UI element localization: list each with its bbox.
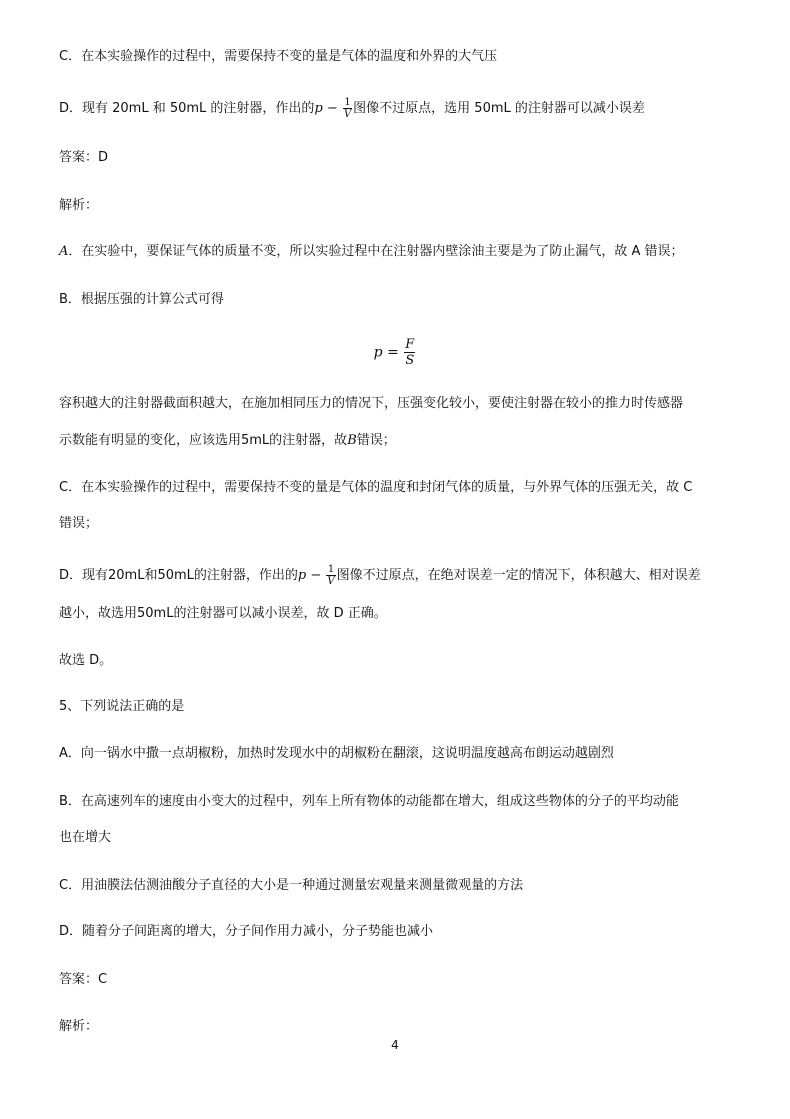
q4-analysis-d-suffix: 图像不过原点，在绝对误差一定的情况下，体积越大、相对误差 [336, 568, 701, 583]
q4-analysis-d-prefix: D．现有20mL和50mL的注射器，作出的 [59, 568, 298, 583]
q4-option-d-fraction-denominator: V [343, 109, 352, 120]
q4-option-d-fraction-numerator: 1 [344, 97, 351, 108]
q4-analysis-b-line2-suffix: 错误； [356, 433, 396, 448]
q4-answer: 答案：D [59, 150, 109, 165]
q5-answer: 答案：C [59, 972, 108, 987]
q5-option-b-line1: B．在高速列车的速度由小变大的过程中，列车上所有物体的动能都在增大，组成这些物体的分子的平均动能 [59, 794, 679, 809]
q4-option-d-math-minus: − [322, 101, 342, 116]
formula-equals: = [382, 344, 404, 361]
q4-analysis-a [59, 242, 684, 262]
q4-analysis-d-line1 [59, 564, 701, 587]
q5-question: 5、下列说法正确的是 [59, 699, 185, 714]
q5-option-a: A．向一锅水中撒一点胡椒粉，加热时发现水中的胡椒粉在翻滚，这说明温度越高布朗运动越剧烈 [59, 746, 614, 761]
formula-fraction [404, 337, 415, 368]
q4-analysis-d-fraction-numerator: 1 [327, 564, 335, 575]
pressure-formula [0, 337, 790, 368]
q4-analysis-b-line1: 容积越大的注射器截面积越大，在施加相同压力的情况下，压强变化较小，要使注射器在较小的推力时传感器 [59, 396, 684, 411]
q4-analysis-d-math-p: p [297, 568, 307, 583]
q5-option-b-line2: 也在增大 [59, 830, 112, 845]
q4-analysis-d-math-minus: − [306, 568, 326, 583]
formula-numerator: F [405, 337, 415, 352]
q4-option-d [59, 97, 645, 120]
q4-analysis-label: 解析： [59, 198, 99, 213]
page-number: 4 [391, 1038, 399, 1052]
q4-analysis-a-letter: A [59, 244, 69, 259]
q4-analysis-b-intro: B．根据压强的计算公式可得 [59, 292, 224, 307]
q4-analysis-d-fraction-denominator: V [327, 576, 335, 587]
q4-analysis-d-line2: 越小，故选用50mL的注射器可以减小误差，故 D 正确。 [59, 606, 387, 621]
q5-option-d: D．随着分子间距离的增大，分子间作用力减小，分子势能也减小 [59, 924, 434, 939]
q4-analysis-b-line2-prefix: 示数能有明显的变化，应该选用5mL的注射器，故 [59, 433, 348, 448]
q4-analysis-a-text: ．在实验中，要保证气体的质量不变，所以实验过程中在注射器内壁涂油主要是为了防止漏气，故 A 错误； [68, 244, 684, 259]
q5-analysis-label: 解析： [59, 1019, 99, 1034]
q4-analysis-b-letter: B [347, 433, 357, 448]
q5-option-c: C．用油膜法估测油酸分子直径的大小是一种通过测量宏观量来测量微观量的方法 [59, 878, 524, 893]
formula-denominator: S [405, 353, 415, 368]
q4-analysis-b-line2 [59, 431, 396, 451]
q4-conclusion: 故选 D。 [59, 653, 113, 668]
q4-option-d-suffix: 图像不过原点，选用 50mL 的注射器可以减小误差 [353, 101, 645, 116]
q4-analysis-d-fraction [326, 564, 335, 587]
formula-lhs: p [373, 344, 383, 361]
q4-option-d-prefix: D．现有 20mL 和 50mL 的注射器，作出的 [59, 101, 315, 116]
q4-option-d-fraction [343, 97, 352, 120]
q4-analysis-c-line1: C．在本实验操作的过程中，需要保持不变的量是气体的温度和封闭气体的质量，与外界气体的压强无关，故 C [59, 480, 693, 495]
q4-analysis-c-line2: 错误； [59, 516, 99, 531]
q4-option-c: C．在本实验操作的过程中，需要保持不变的量是气体的温度和外界的大气压 [59, 49, 498, 64]
q4-option-d-math-p: p [314, 101, 323, 116]
